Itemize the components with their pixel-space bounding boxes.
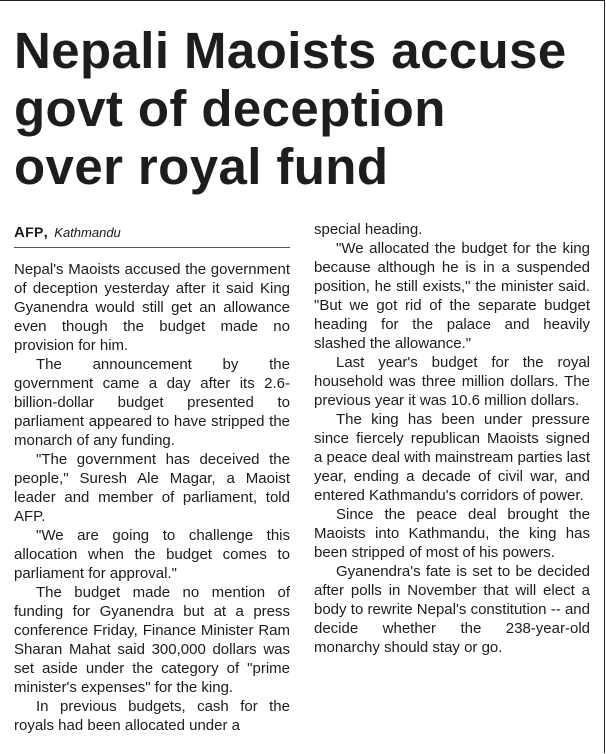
paragraph: Gyanendra's fate is set to be decided after polls in November that will elect a body to rewrite Nepal's constitution -- and decide whether the 238-year-old monarchy should stay or go. — [314, 563, 590, 656]
headline-line-1: Nepali Maoists accuse — [14, 22, 567, 79]
byline-separator: , — [43, 224, 49, 241]
article-column-right — [314, 220, 590, 657]
paragraph: "We are going to challenge this allocation when the budget comes to parliament for approval." — [14, 527, 290, 582]
byline-agency-rest: FP — [25, 224, 44, 240]
byline-place: Kathmandu — [54, 225, 121, 240]
paragraph-continuation: special heading. — [314, 221, 423, 238]
paragraph: The budget made no mention of funding for Gyanendra but at a press conference Friday, Finance Minister Ram Sharan Mahat said 300,000 dollars was set aside under the category of "prime minister's expenses" for the king. — [14, 584, 290, 696]
paragraph: Nepal's Maoists accused the government of deception yesterday after it said King Gyanendra would still get an allowance even though the budget made no provision for him. — [14, 261, 290, 354]
byline-agency — [14, 224, 48, 241]
paragraph: The announcement by the government came a day after its 2.6-billion-dollar budget presented to parliament appeared to have stripped the monarch of any funding. — [14, 356, 290, 449]
byline — [14, 222, 290, 248]
paragraph: Last year's budget for the royal household was three million dollars. The previous year it was 10.6 million dollars. — [314, 354, 590, 409]
headline — [14, 22, 599, 196]
paragraph: The king has been under pressure since fiercely republican Maoists signed a peace deal with mainstream parties last year, ending a decade of civil war, and entered Kathmandu's corridors of power. — [314, 411, 590, 504]
headline-line-3: over royal fund — [14, 138, 389, 195]
paragraph: Since the peace deal brought the Maoists into Kathmandu, the king has been stripped of most of his powers. — [314, 506, 590, 561]
paragraph: "We allocated the budget for the king because although he is in a suspended position, he still exists," the minister said. "But we got rid of the separate budget heading for the palace and heavily slashed the allowance." — [314, 240, 590, 352]
byline-agency-initial: A — [14, 224, 26, 241]
headline-line-2: govt of deception — [14, 80, 446, 137]
article-column-left — [14, 260, 290, 735]
paragraph: "The government has deceived the people," Suresh Ale Magar, a Maoist leader and member of parliament, told AFP. — [14, 451, 290, 525]
paragraph: In previous budgets, cash for the royals had been allocated under a — [14, 698, 290, 734]
